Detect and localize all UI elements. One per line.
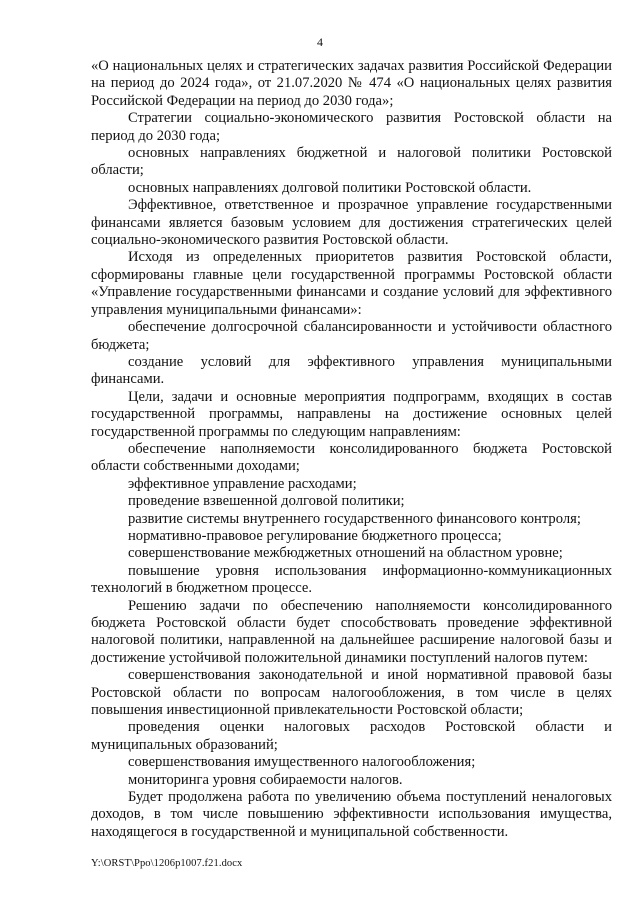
file-path-footer: Y:\ORST\Ppo\1206p1007.f21.docx: [91, 858, 243, 869]
paragraph: совершенствование межбюджетных отношений на областном уровне;: [128, 545, 563, 562]
paragraph: нормативно-правовое регулирование бюджетного процесса;: [128, 527, 502, 544]
paragraph: совершенствования имущественного налогообложения;: [128, 754, 476, 771]
paragraph: «О национальных целях и стратегических задачах развития Российской Федерации на период до 2024 года», от 21.07.2020 № 474 «О национальных целях развития Российской Федерации на период до 2030 года»;: [91, 58, 612, 109]
paragraph: Будет продолжена работа по увеличению объема поступлений неналоговых доходов, в том числе повышению эффективности использования имущества, находящегося в государственной и муниципальной собственности.: [91, 789, 612, 840]
paragraph: проведения оценки налоговых расходов Ростовской области и муниципальных образований;: [91, 719, 612, 753]
paragraph: Эффективное, ответственное и прозрачное управление государственными финансами является базовым условием для достижения стратегических целей социально-экономического развития Ростовской области.: [91, 197, 612, 249]
paragraph: совершенствования законодательной и иной нормативной правовой базы Ростовской области по вопросам налогообложения, в том числе в целях повышения инвестиционной привлекательности Ростовской области;: [91, 667, 612, 719]
paragraph: эффективное управление расходами;: [128, 475, 357, 492]
paragraph: проведение взвешенной долговой политики;: [128, 493, 405, 510]
paragraph: развитие системы внутреннего государственного финансового контроля;: [128, 510, 581, 527]
paragraph: Исходя из определенных приоритетов развития Ростовской области, сформированы главные цели государственной программы Ростовской области «Управление государственными финансами и создание условий для эффективного управления муниципальными финансами»:: [91, 249, 612, 318]
document-body: [91, 58, 612, 841]
paragraph: Цели, задачи и основные мероприятия подпрограмм, входящих в состав государственной программы, направлены на достижение основных целей государственной программы по следующим направлениям:: [91, 388, 612, 440]
paragraph: обеспечение долгосрочной сбалансированности и устойчивости областного бюджета;: [91, 319, 612, 353]
paragraph: повышение уровня использования информационно-коммуникационных технологий в бюджетном процессе.: [91, 562, 612, 597]
paragraph: мониторинга уровня собираемости налогов.: [128, 771, 403, 788]
paragraph: основных направлениях бюджетной и налоговой политики Ростовской области;: [91, 145, 612, 179]
paragraph: основных направлениях долговой политики Ростовской области.: [128, 179, 532, 196]
paragraph: создание условий для эффективного управления муниципальными финансами.: [91, 353, 612, 388]
paragraph: Решению задачи по обеспечению наполняемости консолидированного бюджета Ростовской области будет способствовать проведение эффективной налоговой политики, направленной на дальнейшее расширение налоговой базы и достижение устойчивой положительной динамики поступлений налогов путем:: [91, 597, 612, 666]
page-number: 4: [317, 35, 323, 49]
paragraph: Стратегии социально-экономического развития Ростовской области на период до 2030 года;: [91, 110, 612, 144]
paragraph: обеспечение наполняемости консолидированного бюджета Ростовской области собственными доходами;: [91, 440, 612, 475]
